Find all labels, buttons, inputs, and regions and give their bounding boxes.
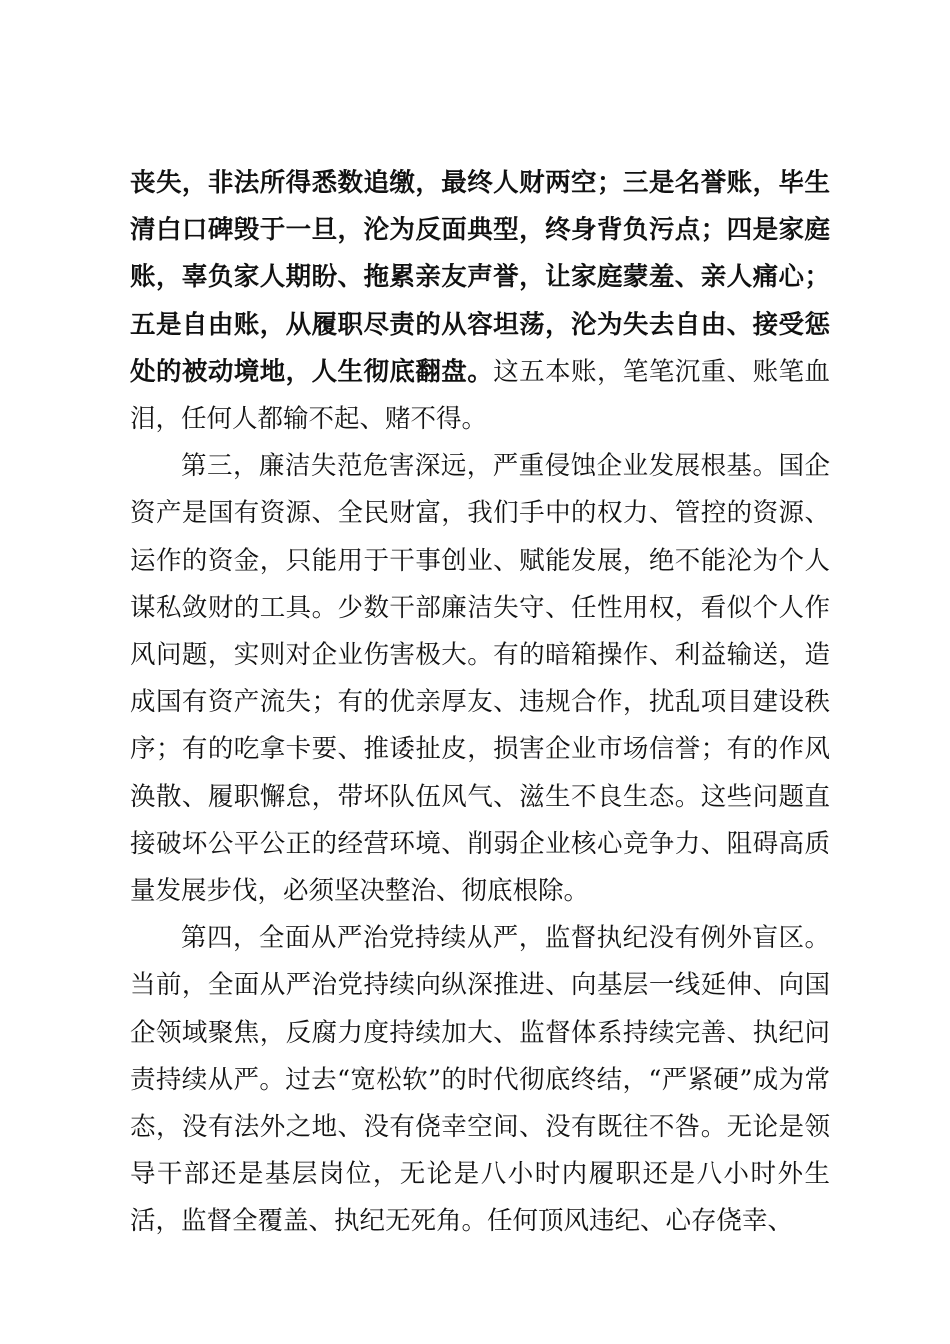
paragraph-text: 这五本账，笔笔沉重、账笔血泪，任何人都输不起、赌不得。 <box>130 356 830 435</box>
document-body <box>130 160 830 1246</box>
paragraph-point-three: 第三，廉洁失范危害深远，严重侵蚀企业发展根基。国企资产是国有资源、全民财富，我们手中的权力、管控的资源、运作的资金，只能用于干事创业、赋能发展，绝不能沦为个人谋私敛财的工具。少数干部廉洁失守、任性用权，看似个人作风问题，实则对企业伤害极大。有的暗箱操作、利益输送，造成国有资产流失；有的优亲厚友、违规合作，扰乱项目建设秩序；有的吃拿卡要、推诿扯皮，损害企业市场信誉；有的作风涣散、履职懈怠，带坏队伍风气、滋生不良生态。这些问题直接破坏公平公正的经营环境、削弱企业核心竞争力、阻碍高质量发展步伐，必须坚决整治、彻底根除。 <box>130 451 830 907</box>
bold-emphasis-text: 丧失，非法所得悉数追缴，最终人财两空；三是名誉账，毕生清白口碑毁于一旦，沦为反面典型，终身背负污点；四是家庭账，辜负家人期盼、拖累亲友声誉，让家庭蒙羞、亲人痛心；五是自由账，从履职尽责的从容坦荡，沦为失去自由、接受惩处的被动境地，人生彻底翻盘。 <box>130 168 830 387</box>
paragraph-point-four: 第四，全面从严治党持续从严，监督执纪没有例外盲区。当前，全面从严治党持续向纵深推进、向基层一线延伸、向国企领域聚焦，反腐力度持续加大、监督体系持续完善、执纪问责持续从严。过去“宽松软”的时代彻底终结，“严紧硬”成为常态，没有法外之地、没有侥幸空间、没有既往不咎。无论是领导干部还是基层岗位，无论是八小时内履职还是八小时外生活，监督全覆盖、执纪无死角。任何顶风违纪、心存侥幸、 <box>130 923 830 1237</box>
paragraph-continued <box>130 160 830 443</box>
